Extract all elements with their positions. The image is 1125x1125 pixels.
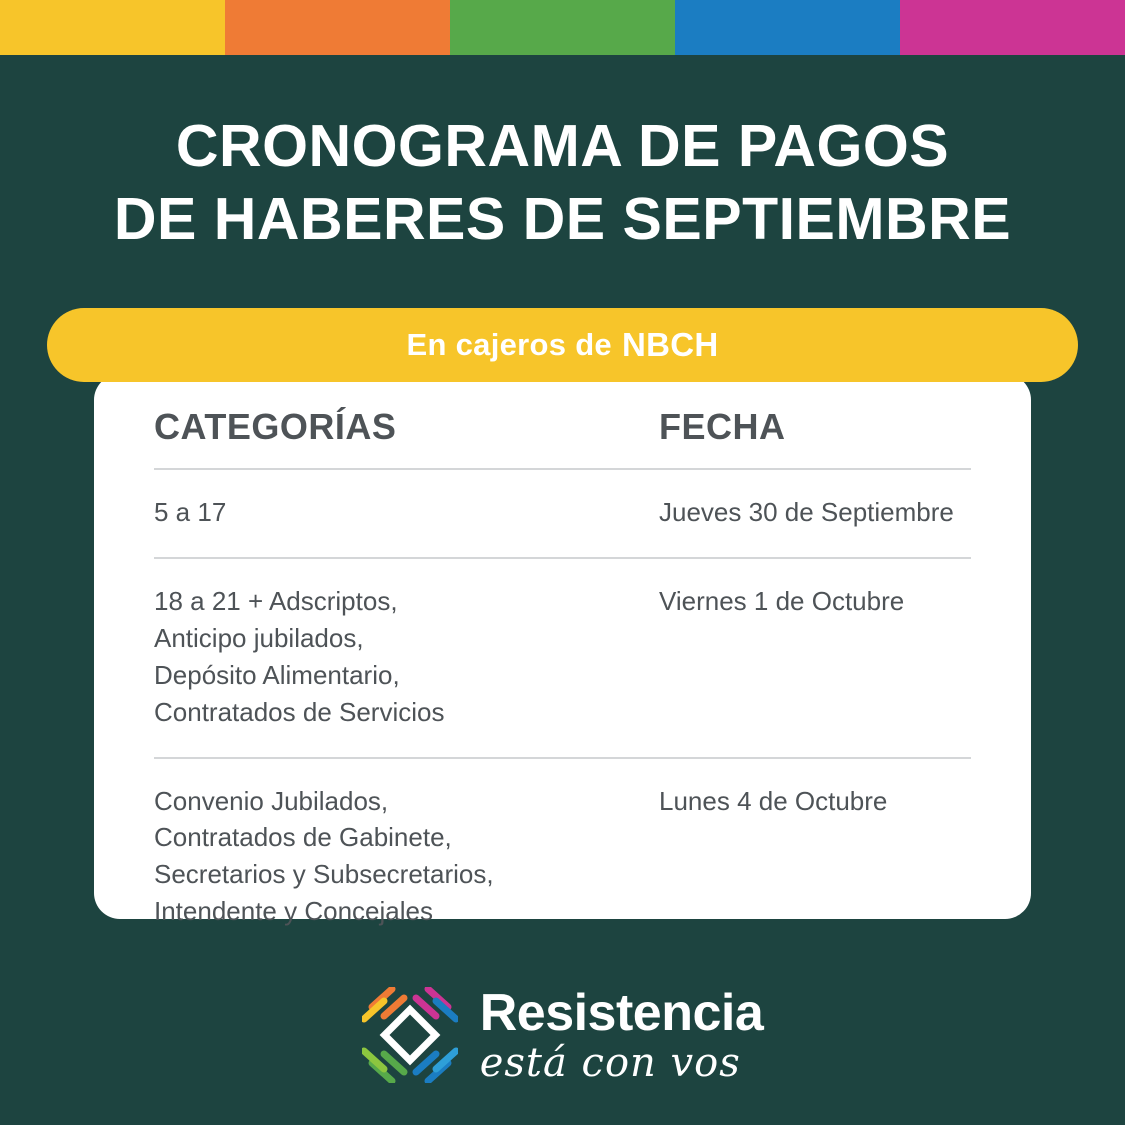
category-line: Secretarios y Subsecretarios, bbox=[154, 859, 494, 890]
category-line: Contratados de Servicios bbox=[154, 696, 445, 727]
table-header-row bbox=[154, 406, 971, 468]
table-row bbox=[154, 759, 971, 957]
brand-logo-text bbox=[479, 984, 764, 1086]
table-cell-date: Jueves 30 de Septiembre bbox=[659, 497, 954, 527]
bank-banner-name: NBCH bbox=[621, 326, 719, 363]
category-line: 5 a 17 bbox=[154, 497, 227, 527]
color-segment-blue bbox=[675, 0, 900, 55]
page-title-line-1: CRONOGRAMA DE PAGOS bbox=[175, 113, 950, 179]
category-line: Intendente y Concejales bbox=[154, 896, 433, 927]
category-line: Depósito Alimentario, bbox=[154, 659, 400, 690]
page-title bbox=[0, 110, 1125, 255]
table-cell-date: Lunes 4 de Octubre bbox=[659, 785, 888, 816]
brand-tagline: está con vos bbox=[479, 1040, 741, 1086]
table-cell-date: Viernes 1 de Octubre bbox=[659, 585, 905, 616]
bank-banner bbox=[47, 308, 1078, 382]
top-color-bar bbox=[0, 0, 1125, 55]
table-row bbox=[154, 559, 971, 757]
payment-schedule-table bbox=[94, 374, 1031, 956]
brand-logo bbox=[0, 984, 1125, 1086]
brand-name: Resistencia bbox=[479, 984, 764, 1042]
color-segment-orange bbox=[225, 0, 450, 55]
color-segment-green bbox=[450, 0, 675, 55]
category-line: Anticipo jubilados, bbox=[154, 622, 364, 653]
category-line: 18 a 21 + Adscriptos, bbox=[154, 585, 398, 616]
page-title-line-2: DE HABERES DE SEPTIEMBRE bbox=[113, 185, 1012, 252]
category-line: Convenio Jubilados, bbox=[154, 785, 389, 816]
bank-banner-prefix: En cajeros de bbox=[406, 327, 612, 362]
table-header-date: FECHA bbox=[659, 406, 786, 447]
table-cell-categories bbox=[154, 583, 659, 731]
color-segment-magenta bbox=[900, 0, 1125, 55]
resistencia-diamond-logo-icon bbox=[362, 987, 458, 1083]
table-row bbox=[154, 470, 971, 557]
table-header-categories: CATEGORÍAS bbox=[154, 406, 397, 447]
table-cell-categories bbox=[154, 783, 659, 931]
category-line: Contratados de Gabinete, bbox=[154, 822, 452, 853]
table-cell-categories bbox=[154, 494, 659, 531]
color-segment-yellow bbox=[0, 0, 225, 55]
